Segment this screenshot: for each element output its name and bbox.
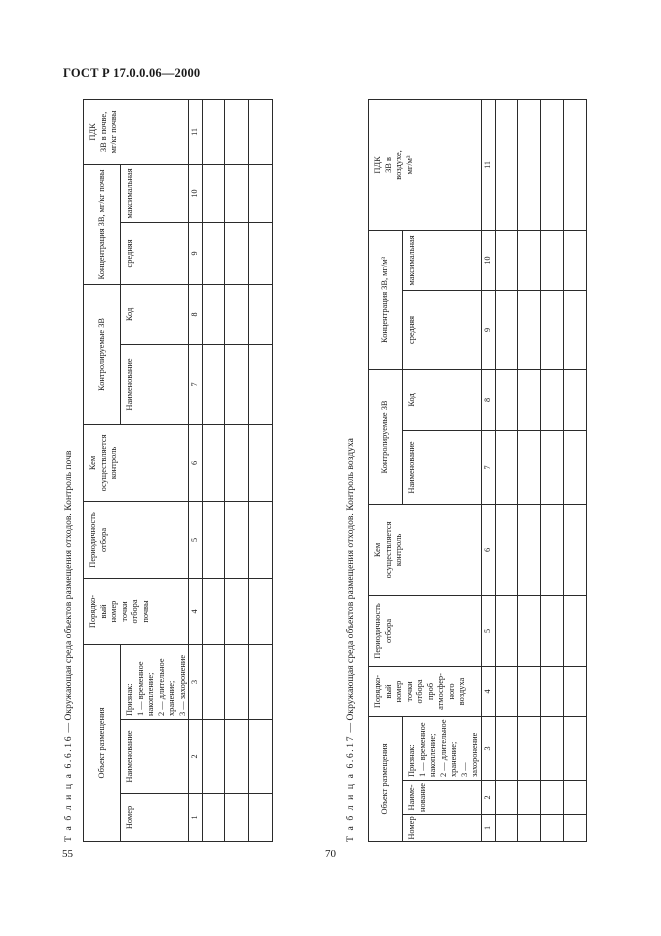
t16-num: 5 (189, 501, 203, 578)
t17-num: 10 (481, 230, 495, 290)
t17-col-ctrl-code: Код (403, 369, 482, 430)
t16-empty-row (225, 99, 249, 841)
t16-group-controlled: Контролируемые ЗВ (84, 284, 121, 424)
t17-num: 8 (481, 369, 495, 430)
t16-num: 8 (189, 284, 203, 344)
t17-group-object: Объект размещения (369, 716, 403, 841)
t17-num: 5 (481, 595, 495, 666)
t17-num: 7 (481, 430, 495, 504)
t16-num: 2 (189, 720, 203, 794)
t17-col-period: Периодичность отбора (369, 595, 482, 666)
t16-col-max: максимальная (121, 164, 189, 222)
t17-empty-row (495, 99, 517, 841)
t17-num: 6 (481, 504, 495, 595)
t17-col-who: Кем осуществляется контроль (369, 504, 482, 595)
t16-num: 10 (189, 164, 203, 222)
t16-col-name: Наименование (121, 720, 189, 794)
t17-col-avg: средняя (403, 290, 482, 369)
t16-num: 1 (189, 794, 203, 842)
table-16-caption: Т а б л и ц а 6.6.16 — Окружающая среда объектов размещения отходов. Контроль почв (63, 450, 74, 842)
t17-col-pdk: ПДК ЗВ в воздухе, мг/м³ (369, 99, 482, 230)
table-16 (83, 99, 273, 842)
table-17 (368, 99, 587, 842)
t17-num: 2 (481, 781, 495, 815)
document-header: ГОСТ Р 17.0.0.06—2000 (63, 66, 201, 80)
table-17-caption: Т а б л и ц а 6.6.17 — Окружающая среда объектов размещения отходов. Контроль воздуха (345, 438, 356, 842)
t17-num: 1 (481, 815, 495, 842)
t16-col-ctrl-code: Код (121, 284, 189, 344)
t17-num: 9 (481, 290, 495, 369)
t16-group-concentration: Концентрация ЗВ, мг/кг почвы (84, 164, 121, 284)
t17-num: 4 (481, 666, 495, 716)
t16-empty-row (249, 99, 273, 841)
t17-group-concentration: Концентрация ЗВ, мг/м³ (369, 230, 403, 369)
t16-col-point: Порядко- вый номер точки отбора почвы (84, 578, 189, 644)
page-number-right: 70 (325, 848, 336, 860)
t16-col-pdk: ПДК ЗВ в почве, мг/кг почвы (84, 99, 189, 164)
t17-number-row (481, 99, 495, 841)
t16-col-sign: Признак: 1 — временное накопление; 2 — длительное хранение; 3 — захоронение (121, 644, 189, 719)
t16-col-avg: средняя (121, 222, 189, 284)
t17-num: 3 (481, 716, 495, 780)
t17-group-controlled: Контролируемые ЗВ (369, 369, 403, 504)
t16-num: 11 (189, 99, 203, 164)
t17-col-ctrl-name: Наименование (403, 430, 482, 504)
t17-col-sign: Признак: 1 — временное накопление; 2 — длительное хранение; 3 — захоронение (403, 716, 482, 780)
t16-num: 9 (189, 222, 203, 284)
t16-col-ctrl-name: Наименование (121, 344, 189, 424)
t17-col-number: Номер (403, 815, 482, 842)
t17-empty-row (540, 99, 563, 841)
t16-col-period: Периодичность отбора (84, 501, 189, 578)
t16-empty-row (203, 99, 225, 841)
t16-group-object: Объект размещения (84, 644, 121, 841)
t16-number-row (189, 99, 203, 841)
t16-num: 7 (189, 344, 203, 424)
t17-col-max: максимальная (403, 230, 482, 290)
t16-num: 3 (189, 644, 203, 719)
page-number-left: 55 (62, 848, 73, 860)
t16-col-number: Номер (121, 794, 189, 842)
t16-col-who: Кем осуществляется контроль (84, 424, 189, 501)
t16-num: 6 (189, 424, 203, 501)
t17-empty-row (517, 99, 540, 841)
t17-empty-row (563, 99, 586, 841)
t17-col-point: Порядко- вый номер точки отбора проб атмосфер- ного воздуха (369, 666, 482, 716)
t17-col-name: Наиме- нование (403, 781, 482, 815)
t17-num: 11 (481, 99, 495, 230)
t16-num: 4 (189, 578, 203, 644)
